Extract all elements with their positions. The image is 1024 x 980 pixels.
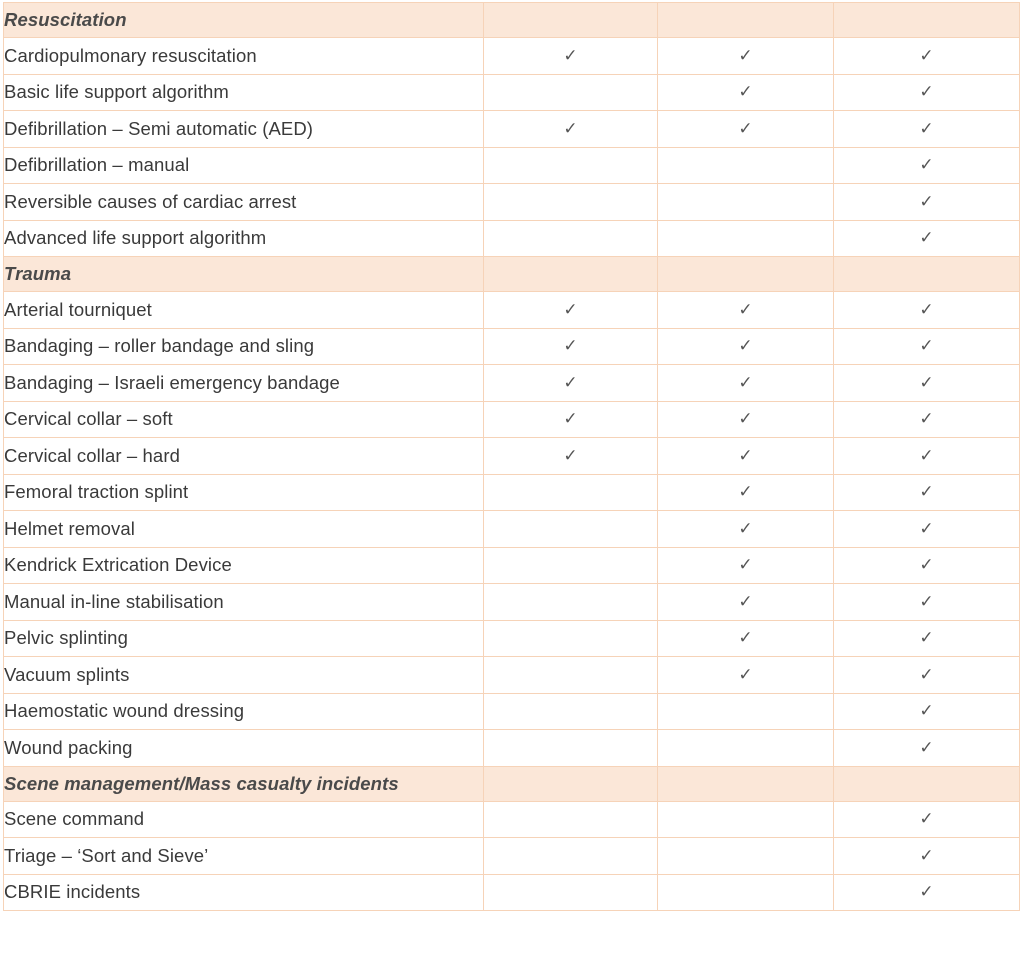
section-header-row — [4, 3, 1020, 38]
skill-name: Bandaging – Israeli emergency bandage — [4, 365, 484, 402]
section-header-cell — [834, 766, 1020, 801]
section-header-cell — [484, 766, 658, 801]
table-row — [4, 38, 1020, 75]
check-icon: ✓ — [834, 184, 1020, 221]
skill-name: Cervical collar – hard — [4, 438, 484, 475]
skill-name: Kendrick Extrication Device — [4, 547, 484, 584]
table-row — [4, 401, 1020, 438]
table-row — [4, 220, 1020, 257]
check-icon: ✓ — [834, 38, 1020, 75]
table-row — [4, 547, 1020, 584]
check-icon: ✓ — [484, 292, 658, 329]
check-icon: ✓ — [834, 292, 1020, 329]
skill-name: Scene command — [4, 801, 484, 838]
skill-name: Vacuum splints — [4, 657, 484, 694]
check-icon: ✓ — [834, 74, 1020, 111]
section-header-cell — [658, 257, 834, 292]
empty-cell — [658, 147, 834, 184]
table-row — [4, 111, 1020, 148]
empty-cell — [658, 693, 834, 730]
empty-cell — [484, 474, 658, 511]
table-row — [4, 147, 1020, 184]
table-row — [4, 838, 1020, 875]
check-icon: ✓ — [834, 401, 1020, 438]
empty-cell — [658, 801, 834, 838]
skill-name: Basic life support algorithm — [4, 74, 484, 111]
check-icon: ✓ — [658, 511, 834, 548]
check-icon: ✓ — [834, 111, 1020, 148]
empty-cell — [658, 838, 834, 875]
check-icon: ✓ — [484, 365, 658, 402]
check-icon: ✓ — [484, 328, 658, 365]
check-icon: ✓ — [834, 838, 1020, 875]
section-header-cell — [658, 3, 834, 38]
section-header-row — [4, 257, 1020, 292]
table-row — [4, 730, 1020, 767]
check-icon: ✓ — [834, 438, 1020, 475]
section-header-cell — [834, 3, 1020, 38]
check-icon: ✓ — [834, 220, 1020, 257]
skill-name: Haemostatic wound dressing — [4, 693, 484, 730]
table-row — [4, 620, 1020, 657]
check-icon: ✓ — [834, 474, 1020, 511]
section-title: Scene management/Mass casualty incidents — [4, 766, 484, 801]
check-icon: ✓ — [658, 620, 834, 657]
empty-cell — [484, 74, 658, 111]
skill-name: Cervical collar – soft — [4, 401, 484, 438]
check-icon: ✓ — [658, 328, 834, 365]
skills-table-body — [4, 3, 1020, 911]
check-icon: ✓ — [658, 38, 834, 75]
table-row — [4, 511, 1020, 548]
skill-name: Defibrillation – Semi automatic (AED) — [4, 111, 484, 148]
empty-cell — [484, 511, 658, 548]
check-icon: ✓ — [834, 328, 1020, 365]
check-icon: ✓ — [834, 620, 1020, 657]
skills-table — [3, 2, 1020, 911]
empty-cell — [658, 184, 834, 221]
check-icon: ✓ — [834, 874, 1020, 911]
check-icon: ✓ — [484, 111, 658, 148]
skill-name: Helmet removal — [4, 511, 484, 548]
check-icon: ✓ — [834, 547, 1020, 584]
skill-name: Cardiopulmonary resuscitation — [4, 38, 484, 75]
check-icon: ✓ — [484, 401, 658, 438]
section-header-cell — [658, 766, 834, 801]
empty-cell — [484, 620, 658, 657]
check-icon: ✓ — [658, 657, 834, 694]
table-row — [4, 657, 1020, 694]
skill-name: Manual in-line stabilisation — [4, 584, 484, 621]
section-header-cell — [484, 257, 658, 292]
section-header-row — [4, 766, 1020, 801]
check-icon: ✓ — [658, 474, 834, 511]
empty-cell — [484, 874, 658, 911]
check-icon: ✓ — [658, 584, 834, 621]
empty-cell — [484, 220, 658, 257]
check-icon: ✓ — [834, 584, 1020, 621]
check-icon: ✓ — [658, 438, 834, 475]
table-row — [4, 74, 1020, 111]
skill-name: Arterial tourniquet — [4, 292, 484, 329]
check-icon: ✓ — [484, 38, 658, 75]
empty-cell — [484, 693, 658, 730]
section-title: Resuscitation — [4, 3, 484, 38]
check-icon: ✓ — [484, 438, 658, 475]
skill-name: Advanced life support algorithm — [4, 220, 484, 257]
table-row — [4, 184, 1020, 221]
empty-cell — [484, 147, 658, 184]
skill-name: Defibrillation – manual — [4, 147, 484, 184]
empty-cell — [658, 874, 834, 911]
check-icon: ✓ — [834, 693, 1020, 730]
section-header-cell — [834, 257, 1020, 292]
check-icon: ✓ — [658, 365, 834, 402]
table-row — [4, 874, 1020, 911]
skill-name: Triage – ‘Sort and Sieve’ — [4, 838, 484, 875]
empty-cell — [484, 547, 658, 584]
table-row — [4, 365, 1020, 402]
table-row — [4, 474, 1020, 511]
skill-name: CBRIE incidents — [4, 874, 484, 911]
table-row — [4, 584, 1020, 621]
table-row — [4, 292, 1020, 329]
check-icon: ✓ — [658, 401, 834, 438]
empty-cell — [484, 584, 658, 621]
table-row — [4, 328, 1020, 365]
check-icon: ✓ — [658, 292, 834, 329]
empty-cell — [658, 730, 834, 767]
empty-cell — [484, 184, 658, 221]
check-icon: ✓ — [834, 511, 1020, 548]
skill-name: Wound packing — [4, 730, 484, 767]
empty-cell — [484, 730, 658, 767]
empty-cell — [484, 838, 658, 875]
skill-name: Femoral traction splint — [4, 474, 484, 511]
table-row — [4, 438, 1020, 475]
skill-name: Bandaging – roller bandage and sling — [4, 328, 484, 365]
check-icon: ✓ — [834, 801, 1020, 838]
table-row — [4, 801, 1020, 838]
table-row — [4, 693, 1020, 730]
skill-name: Pelvic splinting — [4, 620, 484, 657]
section-header-cell — [484, 3, 658, 38]
empty-cell — [484, 801, 658, 838]
check-icon: ✓ — [834, 365, 1020, 402]
skill-name: Reversible causes of cardiac arrest — [4, 184, 484, 221]
check-icon: ✓ — [658, 74, 834, 111]
check-icon: ✓ — [834, 147, 1020, 184]
check-icon: ✓ — [834, 657, 1020, 694]
empty-cell — [658, 220, 834, 257]
check-icon: ✓ — [658, 111, 834, 148]
empty-cell — [484, 657, 658, 694]
check-icon: ✓ — [834, 730, 1020, 767]
section-title: Trauma — [4, 257, 484, 292]
check-icon: ✓ — [658, 547, 834, 584]
